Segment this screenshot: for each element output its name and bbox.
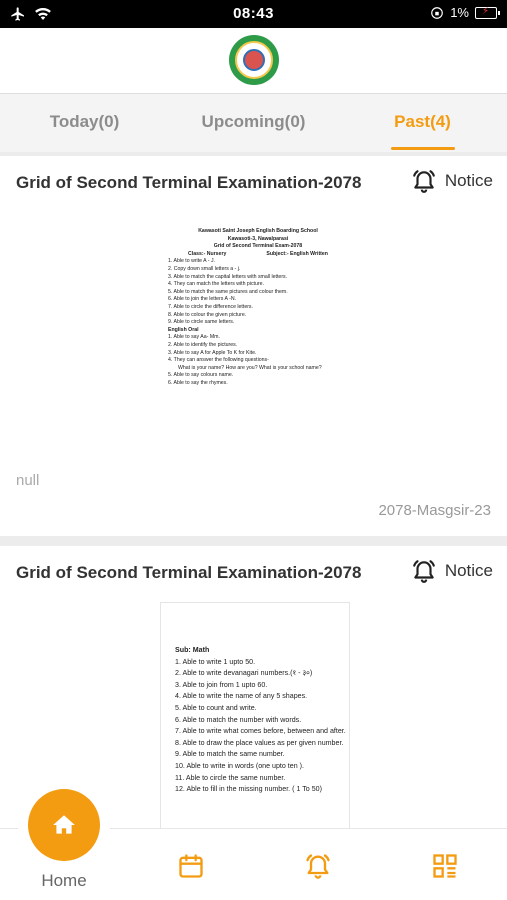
tab-past[interactable]: Past(4) (338, 94, 507, 152)
doc-line: 8. Able to colour the given picture. (168, 311, 247, 318)
doc-line: 8. Able to draw the place values as per given number. (175, 738, 344, 747)
notice-document-image[interactable] (168, 228, 348, 438)
notice-tag (411, 558, 493, 584)
card-title: Grid of Second Terminal Examination-2078 (16, 173, 362, 192)
nav-calendar[interactable] (176, 851, 206, 881)
doc-line: 1. Able to say Aa- Mm. (168, 334, 220, 341)
doc-line: 4. Able to write the name of any 5 shapes. (175, 692, 308, 701)
status-time: 08:43 (233, 5, 274, 22)
doc-subject-heading: Sub: Math (175, 646, 210, 654)
home-button[interactable] (28, 789, 100, 861)
school-logo (229, 35, 279, 85)
doc-line: 3. Able to match the capital letters with small letters. (168, 273, 288, 280)
doc-line: 9. Able to match the same number. (175, 750, 285, 759)
doc-line: 2. Able to write devanagari numbers.(१ - ३०) (175, 669, 313, 678)
doc-line: 12. Able to fill in the missing number. ( 1 To 50) (175, 785, 322, 794)
alarm-bell-icon (304, 852, 332, 880)
doc-exam-title: Grid of Second Terminal Exam-2078 (213, 243, 303, 250)
doc-line: 5. Able to match the same pictures and colour them. (168, 288, 288, 295)
bottom-nav (0, 828, 507, 900)
doc-school-name: Kawasoti Saint Joseph English Boarding School (198, 228, 318, 234)
battery-percent: 1% (450, 5, 469, 20)
card-title: Grid of Second Terminal Examination-2078 (16, 563, 362, 582)
status-bar (0, 0, 507, 28)
nav-notices[interactable] (303, 851, 333, 881)
notice-tag (411, 168, 493, 194)
notice-card[interactable] (0, 156, 507, 536)
card-date: 2078-Masgsir-23 (378, 502, 491, 519)
doc-line: 6. Able to join the letters A -N. (168, 296, 237, 303)
doc-class: Class:- Nursery (188, 250, 227, 257)
doc-line: 5. Able to say colours name. (168, 372, 234, 379)
doc-line: 7. Able to circle the difference letters. (168, 303, 253, 310)
doc-line: 4. They can match the letters with picture. (168, 281, 264, 288)
alarm-bell-icon (411, 168, 437, 194)
doc-line: 9. Able to circle same letters. (168, 319, 235, 326)
doc-line: 6. Able to match the number with words. (175, 715, 302, 724)
card-description: null (16, 472, 40, 489)
notice-label: Notice (444, 561, 493, 580)
doc-oral-heading: English Oral (168, 326, 199, 333)
event-tabs (0, 94, 507, 152)
doc-line: 4. They can answer the following questions- (168, 357, 269, 364)
alarm-bell-icon (411, 558, 437, 584)
battery-icon: ⚡ (475, 7, 497, 19)
doc-line: 1. Able to write 1 upto 50. (175, 657, 256, 666)
home-label: Home (41, 871, 87, 890)
doc-line: 10. Able to write in words (one upto ten ). (175, 761, 304, 770)
doc-line: 7. Able to write what comes before, between and after. (175, 727, 346, 736)
doc-line: 3. Able to join from 1 upto 60. (175, 680, 268, 689)
doc-line: 11. Able to circle the same number. (175, 773, 286, 782)
tab-upcoming[interactable]: Upcoming(0) (201, 112, 306, 131)
doc-line: 3. Able to say A for Apple To K for Kite. (168, 349, 257, 356)
doc-line: 6. Able to say the rhymes. (168, 379, 228, 386)
doc-line: 5. Able to count and write. (175, 703, 257, 712)
nav-menu[interactable] (430, 851, 460, 881)
tab-today[interactable]: Today(0) (49, 112, 120, 131)
doc-line: 2. Able to identify the pictures. (168, 341, 238, 348)
orientation-lock-icon (430, 6, 444, 20)
home-icon (51, 812, 77, 838)
doc-line: 2. Copy down small letters a - j. (168, 265, 241, 272)
doc-line: What is your name? How are you? What is your school name? (178, 364, 322, 371)
app-header (0, 28, 507, 94)
doc-address: Kawasoti-3, Nawalparasi (227, 235, 289, 242)
doc-subject: Subject:- English Written (266, 250, 328, 257)
doc-line: 1. Able to write A - J. (168, 258, 215, 265)
notice-document-image[interactable] (160, 602, 350, 842)
notice-label: Notice (444, 171, 493, 190)
grid-menu-icon (431, 852, 459, 880)
calendar-icon (177, 852, 205, 880)
